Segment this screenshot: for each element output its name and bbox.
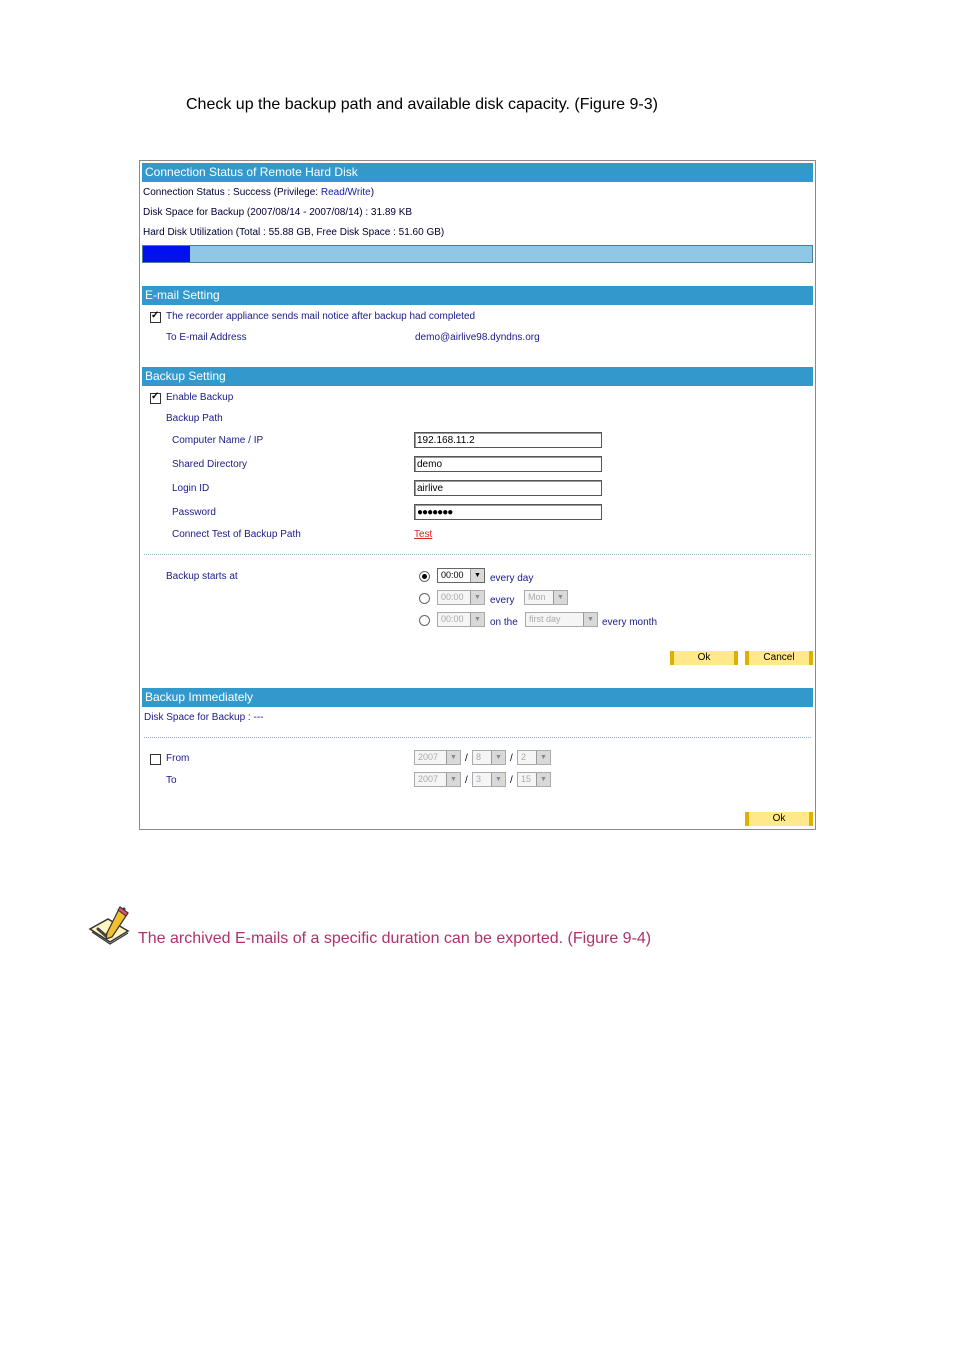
backup-settings-panel <box>139 160 816 830</box>
to-year-select[interactable] <box>414 772 461 787</box>
monthly-day-select[interactable] <box>525 612 598 627</box>
mail-notice-label: The recorder appliance sends mail notice after backup had completed <box>166 311 476 322</box>
to-label: To <box>166 775 177 786</box>
from-day-value: 2 <box>521 752 527 762</box>
weekly-time-value: 00:00 <box>441 592 464 602</box>
connection-disk-space: Disk Space for Backup (2007/08/14 - 2007/08/14) : 31.89 KB <box>143 207 413 218</box>
from-year-value: 2007 <box>418 752 439 762</box>
chevron-down-icon: ▼ <box>470 591 484 604</box>
immediate-section-header: Backup Immediately <box>142 688 813 707</box>
monthly-day-value: first day <box>529 614 561 624</box>
immediate-ok-button[interactable]: Ok <box>745 812 813 826</box>
daily-time-value: 00:00 <box>441 570 464 580</box>
immediate-disk-space: Disk Space for Backup : --- <box>144 712 264 723</box>
from-day-select[interactable] <box>517 750 551 765</box>
chevron-down-icon: ▼ <box>491 773 505 786</box>
intro-text: Check up the backup path and available disk capacity. (Figure 9-3) <box>186 96 658 113</box>
chevron-down-icon: ▼ <box>470 613 484 626</box>
to-month-value: 3 <box>476 774 482 784</box>
to-email-label: To E-mail Address <box>166 332 247 343</box>
backup-starts-label: Backup starts at <box>166 571 238 582</box>
chevron-down-icon: ▼ <box>536 773 550 786</box>
chevron-down-icon: ▼ <box>446 751 460 764</box>
email-section-header: E-mail Setting <box>142 286 813 305</box>
schedule-monthly-radio[interactable] <box>419 615 430 626</box>
backup-section-header: Backup Setting <box>142 367 813 386</box>
chevron-down-icon: ▼ <box>583 613 597 626</box>
chevron-down-icon: ▼ <box>491 751 505 764</box>
connect-test-label: Connect Test of Backup Path <box>172 529 301 540</box>
password-input[interactable]: ●●●●●●● <box>414 504 602 520</box>
monthly-on-label: on the <box>490 617 518 628</box>
connection-section-header: Connection Status of Remote Hard Disk <box>142 163 813 182</box>
date-separator: / <box>465 753 468 764</box>
date-separator: / <box>510 775 513 786</box>
computer-name-label: Computer Name / IP <box>172 435 264 446</box>
schedule-daily-radio[interactable] <box>419 571 430 582</box>
backup-cancel-button[interactable]: Cancel <box>745 651 813 665</box>
disk-utilization-fill <box>143 246 190 262</box>
from-year-select[interactable] <box>414 750 461 765</box>
connection-status-prefix: Connection Status : Success (Privilege: <box>143 187 321 198</box>
chevron-down-icon: ▼ <box>446 773 460 786</box>
to-day-value: 15 <box>521 774 532 784</box>
chevron-down-icon: ▼ <box>536 751 550 764</box>
monthly-time-select[interactable] <box>437 612 485 627</box>
weekly-time-select[interactable] <box>437 590 485 605</box>
shared-directory-label: Shared Directory <box>172 459 248 470</box>
to-month-select[interactable] <box>472 772 506 787</box>
to-year-value: 2007 <box>418 774 439 784</box>
login-id-label: Login ID <box>172 483 210 494</box>
date-separator: / <box>465 775 468 786</box>
computer-name-input[interactable]: 192.168.11.2 <box>414 432 602 448</box>
backup-ok-button[interactable]: Ok <box>670 651 738 665</box>
divider <box>144 737 811 738</box>
from-month-select[interactable] <box>472 750 506 765</box>
connect-test-link[interactable]: Test <box>414 529 433 540</box>
from-checkbox[interactable] <box>150 754 161 765</box>
to-day-select[interactable] <box>517 772 551 787</box>
pencil-note-icon <box>88 905 132 945</box>
connection-status-suffix: ) <box>370 187 375 198</box>
login-id-input[interactable]: airlive <box>414 480 602 496</box>
shared-directory-input[interactable]: demo <box>414 456 602 472</box>
to-email-value: demo@airlive98.dyndns.org <box>415 332 540 343</box>
enable-backup-label: Enable Backup <box>166 392 234 403</box>
date-separator: / <box>510 753 513 764</box>
chevron-down-icon: ▼ <box>470 569 484 582</box>
backup-path-label: Backup Path <box>166 413 223 424</box>
schedule-weekly-radio[interactable] <box>419 593 430 604</box>
mail-notice-checkbox[interactable] <box>150 312 161 323</box>
note-text: The archived E-mails of a specific duration can be exported. (Figure 9-4) <box>138 930 652 947</box>
daily-time-select[interactable] <box>437 568 485 583</box>
daily-label: every day <box>490 573 534 584</box>
enable-backup-checkbox[interactable] <box>150 393 161 404</box>
monthly-label: every month <box>602 617 658 628</box>
from-label: From <box>166 753 190 764</box>
from-month-value: 8 <box>476 752 482 762</box>
weekly-day-value: Mon <box>528 592 546 602</box>
chevron-down-icon: ▼ <box>553 591 567 604</box>
divider <box>144 554 811 555</box>
weekly-day-select[interactable] <box>524 590 568 605</box>
password-label: Password <box>172 507 216 518</box>
weekly-label: every <box>490 595 515 606</box>
monthly-time-value: 00:00 <box>441 614 464 624</box>
connection-status-line <box>143 187 374 198</box>
connection-privilege: Read/Write <box>320 187 371 198</box>
connection-utilization: Hard Disk Utilization (Total : 55.88 GB, Free Disk Space : 51.60 GB) <box>143 227 445 238</box>
disk-utilization-bar <box>142 245 813 263</box>
